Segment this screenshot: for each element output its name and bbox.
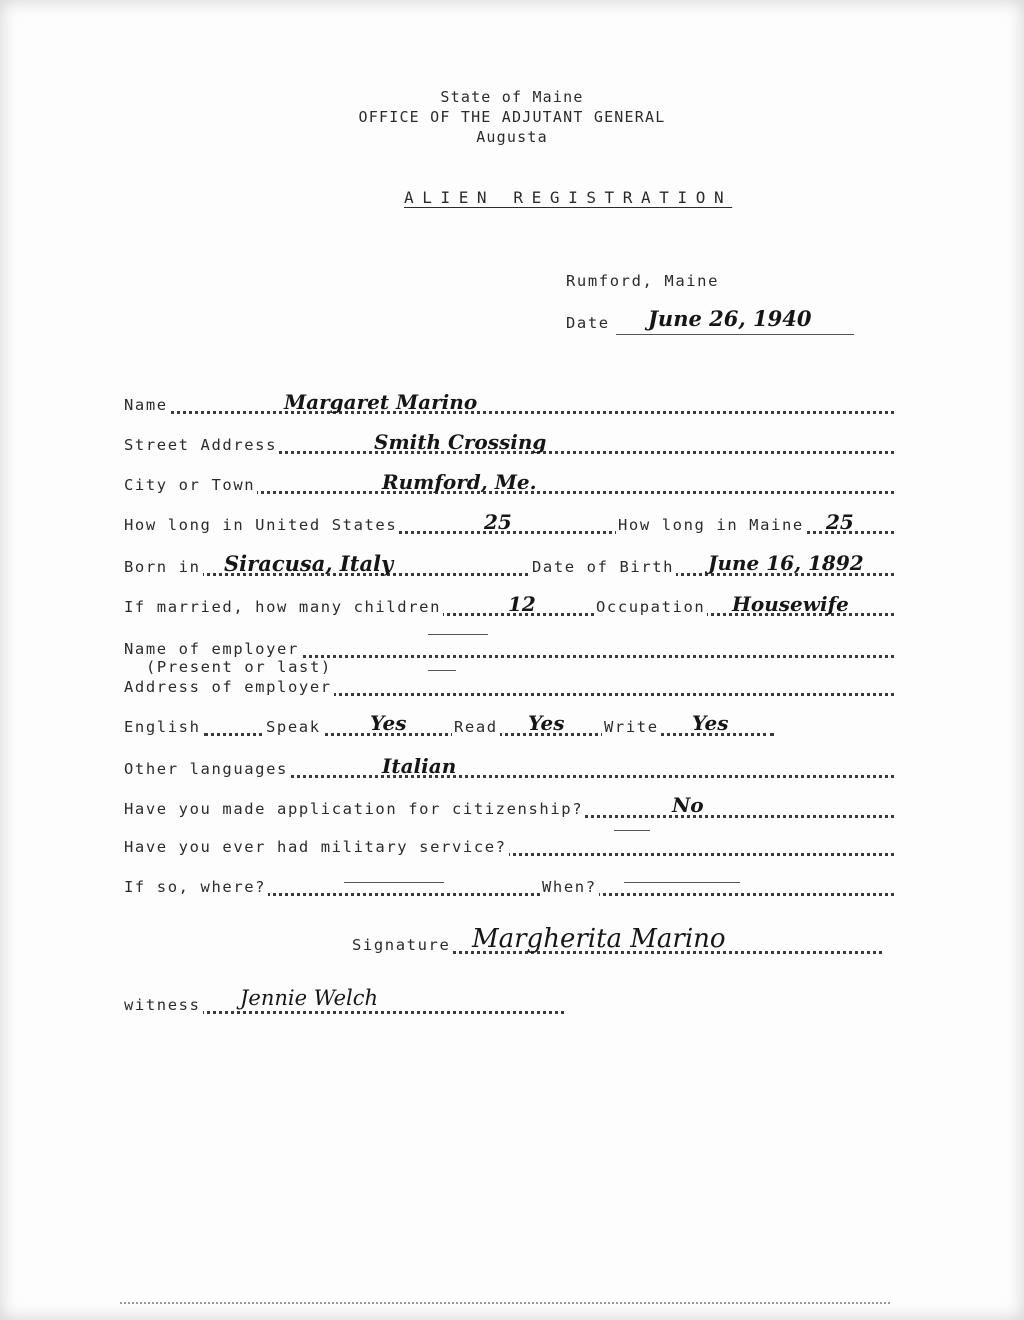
read-label: Read — [454, 718, 498, 736]
header-office: OFFICE OF THE ADJUTANT GENERAL — [358, 108, 666, 126]
row-employer-address — [124, 678, 894, 700]
employer-note: (Present or last) — [146, 658, 332, 676]
born-in-value: Siracusa, Italy — [224, 551, 394, 576]
row-citizenship — [124, 793, 894, 822]
speak-label: Speak — [266, 718, 321, 736]
occupation-label: Occupation — [596, 598, 706, 616]
street-value: Smith Crossing — [374, 430, 547, 454]
row-city — [124, 470, 894, 498]
form-title: ALIEN REGISTRATION — [404, 188, 733, 207]
employer-address-label: Address of employer — [124, 678, 332, 696]
row-birth — [124, 551, 894, 580]
write-label: Write — [604, 718, 659, 736]
citizenship-value: No — [672, 793, 704, 817]
speak-value: Yes — [370, 711, 407, 735]
read-value: Yes — [528, 711, 565, 735]
signature-label: Signature — [352, 936, 451, 954]
english-label: English — [124, 718, 201, 736]
row-english — [124, 711, 894, 740]
employer-label: Name of employer — [124, 640, 299, 658]
signature-value: Margherita Marino — [472, 924, 726, 954]
row-military — [124, 838, 894, 860]
when-dash — [624, 882, 740, 883]
languages-label: Other languages — [124, 760, 288, 778]
city-value: Rumford, Me. — [382, 470, 537, 494]
row-where-when — [124, 878, 894, 900]
date-value: June 26, 1940 — [648, 306, 812, 331]
row-witness — [124, 986, 564, 1018]
military-dash — [614, 830, 650, 831]
row-languages — [124, 754, 894, 782]
employer-dash — [428, 634, 488, 635]
years-us-label: How long in United States — [124, 516, 398, 534]
children-label: If married, how many children — [124, 598, 442, 616]
witness-value: Jennie Welch — [240, 986, 379, 1010]
name-label: Name — [124, 396, 168, 414]
dob-label: Date of Birth — [532, 558, 675, 576]
born-in-label: Born in — [124, 558, 201, 576]
header-city: Augusta — [476, 128, 548, 146]
dotted-leader — [124, 411, 894, 414]
employer-address-dash — [428, 670, 456, 671]
street-label: Street Address — [124, 436, 278, 454]
years-us-value: 25 — [484, 510, 512, 534]
languages-value: Italian — [382, 754, 457, 778]
name-value: Margaret Marino — [284, 390, 478, 414]
witness-label: witness — [124, 996, 201, 1014]
location-text: Rumford, Maine — [566, 272, 720, 290]
years-maine-value: 25 — [826, 510, 854, 534]
date-underline — [616, 334, 854, 335]
row-name — [124, 390, 894, 418]
row-signature — [352, 924, 882, 958]
faint-bottom-line — [120, 1302, 890, 1304]
children-value: 12 — [508, 592, 536, 616]
military-label: Have you ever had military service? — [124, 838, 507, 856]
write-value: Yes — [692, 711, 729, 735]
dob-value: June 16, 1892 — [708, 551, 864, 575]
when-label: When? — [542, 878, 597, 896]
row-street — [124, 430, 894, 458]
where-label: If so, where? — [124, 878, 267, 896]
occupation-value: Housewife — [732, 592, 849, 616]
years-maine-label: How long in Maine — [618, 516, 804, 534]
row-family — [124, 592, 894, 620]
row-residence — [124, 510, 894, 538]
date-label: Date — [566, 314, 610, 332]
header-state: State of Maine — [440, 88, 584, 106]
city-label: City or Town — [124, 476, 256, 494]
where-dash — [344, 882, 444, 883]
citizenship-label: Have you made application for citizenship? — [124, 800, 584, 818]
